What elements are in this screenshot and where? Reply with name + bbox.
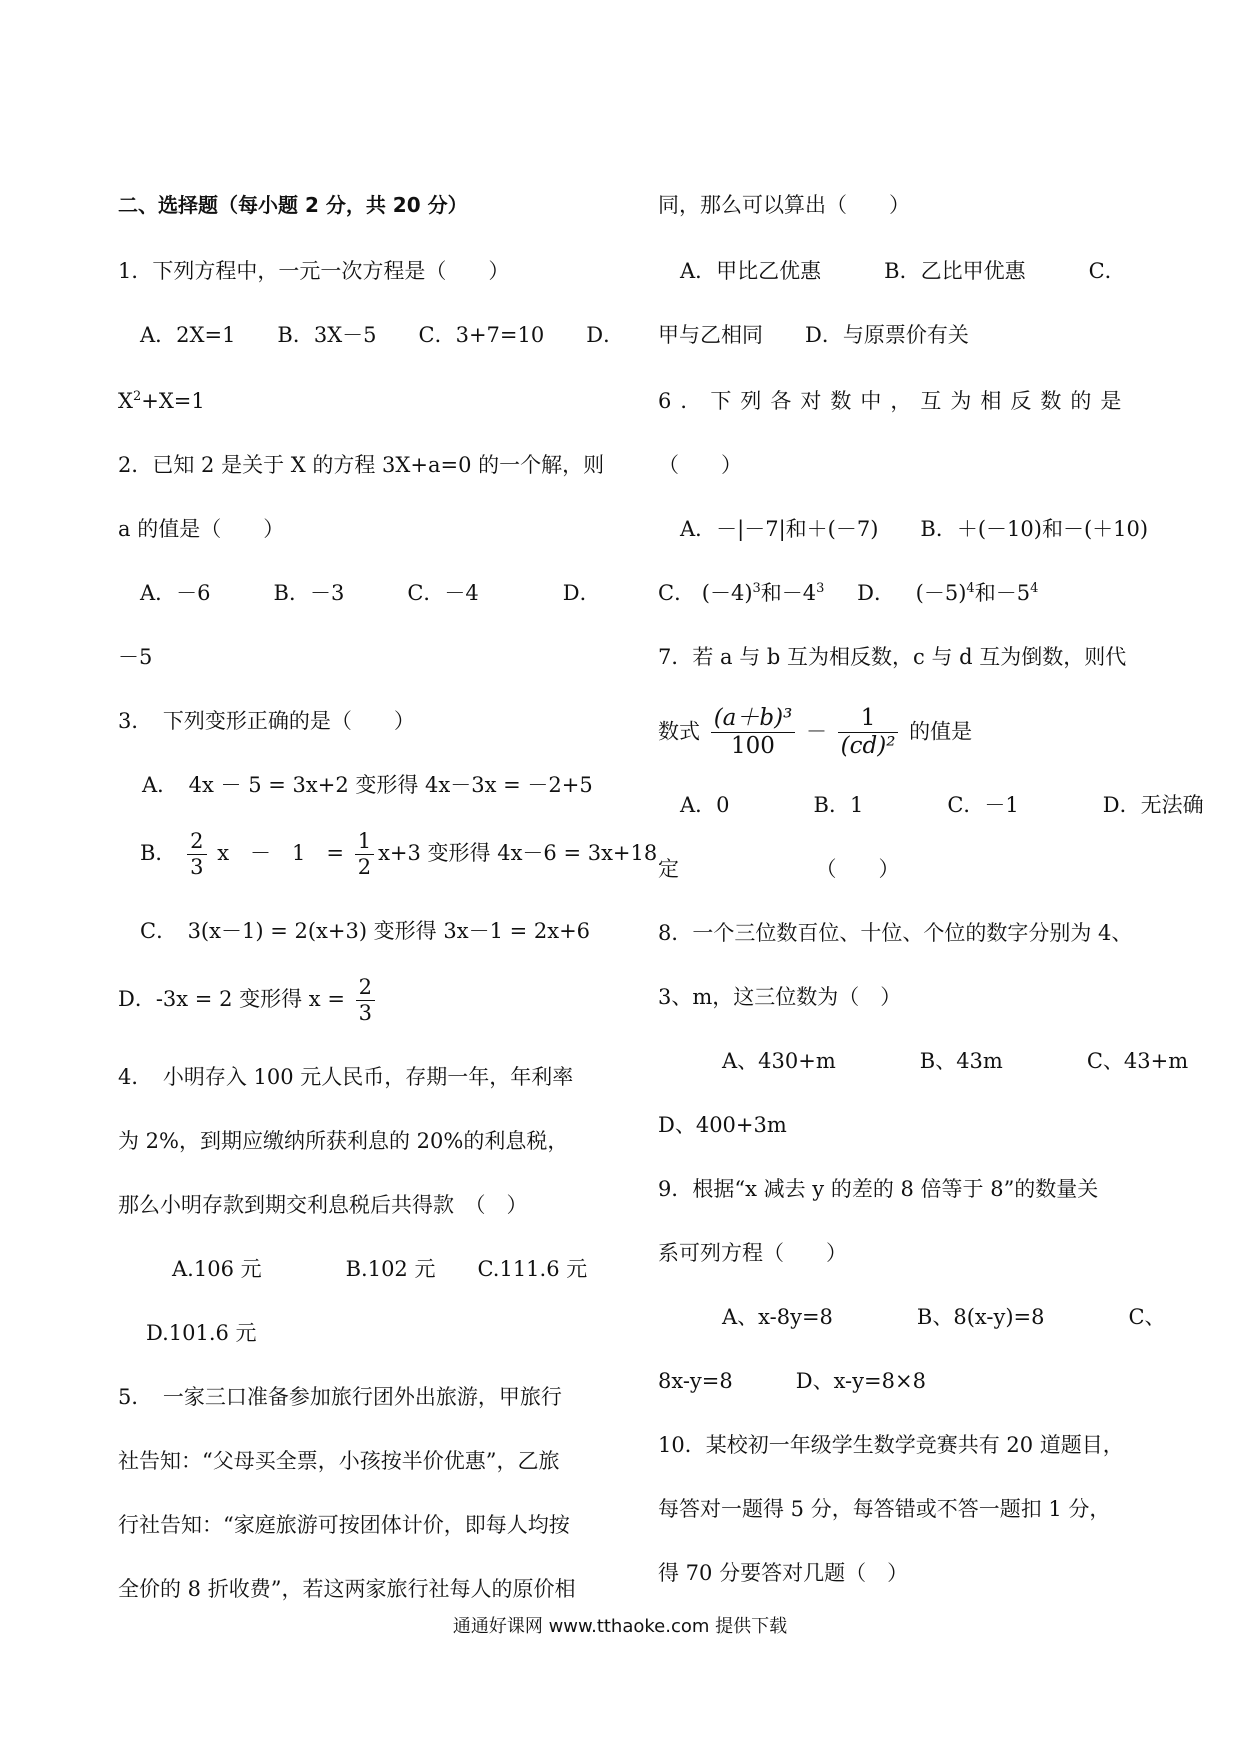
q2-stem-2: a 的值是（ ） — [118, 517, 285, 541]
q6-paren: （ ） — [658, 453, 742, 477]
q9-option-c-d: 8x-y=8 D、x-y=8×8 — [658, 1369, 926, 1393]
q4-options: A.106 元 B.102 元 C.111.6 元 — [172, 1257, 588, 1281]
q4-stem-2: 为 2%，到期应缴纳所获利息的 20%的利息税， — [118, 1129, 569, 1153]
q7-option-d-rest: 定 （ ） — [658, 857, 900, 881]
q3-stem: 3． 下列变形正确的是（ ） — [118, 709, 415, 733]
q3-option-b: B． $\frac{2}{3}$ x － 1 = $\frac{1}{2}$ x+3 变形得 4x－6 = 3x+18 — [140, 829, 658, 880]
page-footer: 通通好课网 www.tthaoke.com 提供下载 — [452, 1616, 788, 1637]
q1-stem: 1．下列方程中，一元一次方程是（ ） — [118, 259, 510, 283]
q8-stem-2: 3、m，这三位数为（ ） — [658, 985, 902, 1009]
q8-option-d: D、400+3m — [658, 1113, 787, 1137]
q3-option-c: C． 3(x－1) = 2(x+3) 变形得 3x－1 = 2x+6 — [140, 919, 591, 943]
q10-stem-3: 得 70 分要答对几题（ ） — [658, 1561, 909, 1585]
q2-option-d: －5 — [118, 645, 153, 669]
q5-stem-5: 同，那么可以算出（ ） — [658, 193, 910, 217]
q9-stem-1: 9．根据“x 减去 y 的差的 8 倍等于 8”的数量关 — [658, 1177, 1099, 1201]
q2-stem-1: 2．已知 2 是关于 X 的方程 3X+a=0 的一个解，则 — [118, 453, 605, 477]
q5-options: A．甲比乙优惠 B．乙比甲优惠 C． — [680, 259, 1126, 283]
q5-stem-1: 5． 一家三口准备参加旅行团外出旅游，甲旅行 — [118, 1385, 562, 1409]
q5-stem-3: 行社告知：“家庭旅游可按团体计价，即每人均按 — [118, 1513, 570, 1537]
section-title: 二、选择题（每小题 2 分，共 20 分） — [118, 193, 468, 217]
q6-option-a-b: A．－|－7|和＋(－7) B．＋(－10)和－(＋10) — [680, 517, 1149, 541]
q8-stem-1: 8．一个三位数百位、十位、个位的数字分别为 4、 — [658, 921, 1133, 945]
fraction: $\frac{1}{\text{(cd)²}}$ — [838, 706, 899, 760]
q4-stem-3: 那么小明存款到期交利息税后共得款 （ ） — [118, 1193, 528, 1217]
q5-option-c-d: 甲与乙相同 D．与原票价有关 — [658, 323, 969, 347]
q2-options: A．－6 B．－3 C．－4 D． — [140, 581, 601, 605]
q1-option-d: $X^2+X=1$ — [118, 389, 205, 413]
q6-option-c-d: C． $(-4)^3$和$-4^3$ D． $(-5)^4$和$-5^4$ — [658, 581, 1039, 605]
q3-option-a: A． 4x － 5 = 3x+2 变形得 4x－3x = －2+5 — [142, 773, 593, 797]
q5-stem-4: 全价的 8 折收费”，若这两家旅行社每人的原价相 — [118, 1577, 576, 1601]
q7-stem-1: 7．若 a 与 b 互为相反数，c 与 d 互为倒数，则代 — [658, 645, 1127, 669]
fraction: $\frac{2}{3}$ — [356, 976, 375, 1025]
q10-stem-1: 10．某校初一年级学生数学竞赛共有 20 道题目， — [658, 1433, 1124, 1457]
q5-stem-2: 社告知：“父母买全票，小孩按半价优惠”，乙旅 — [118, 1449, 560, 1473]
q7-options: A．0 B．1 C．－1 D．无法确 — [680, 793, 1204, 817]
fraction: $\frac{1}{2}$ — [355, 830, 374, 879]
q9-stem-2: 系可列方程（ ） — [658, 1241, 847, 1265]
q8-options: A、430+m B、43m C、43+m — [722, 1049, 1189, 1073]
fraction: $\frac{\text{(a＋b)³}}{100}$ — [711, 706, 796, 760]
q9-options: A、x-8y=8 B、8(x-y)=8 C、 — [722, 1305, 1166, 1329]
q4-option-d: D.101.6 元 — [146, 1321, 257, 1345]
q4-stem-1: 4． 小明存入 100 元人民币，存期一年，年利率 — [118, 1065, 574, 1089]
fraction: $\frac{2}{3}$ — [187, 830, 206, 879]
q1-options: A．2X=1 B．3X－5 C．3+7=10 D． — [140, 323, 625, 347]
q3-option-d: D．-3x = 2 变形得 x = $\frac{2}{3}$ — [118, 976, 379, 1025]
q6-stem: 6．下列各对数中，互为相反数的是 — [658, 389, 1131, 413]
q10-stem-2: 每答对一题得 5 分，每答错或不答一题扣 1 分， — [658, 1497, 1111, 1521]
q7-stem-2: 数式 $\frac{\text{(a＋b)³}}{100}$ － $\frac{1}{\text{(cd)²}}$ 的值是 — [658, 705, 973, 760]
